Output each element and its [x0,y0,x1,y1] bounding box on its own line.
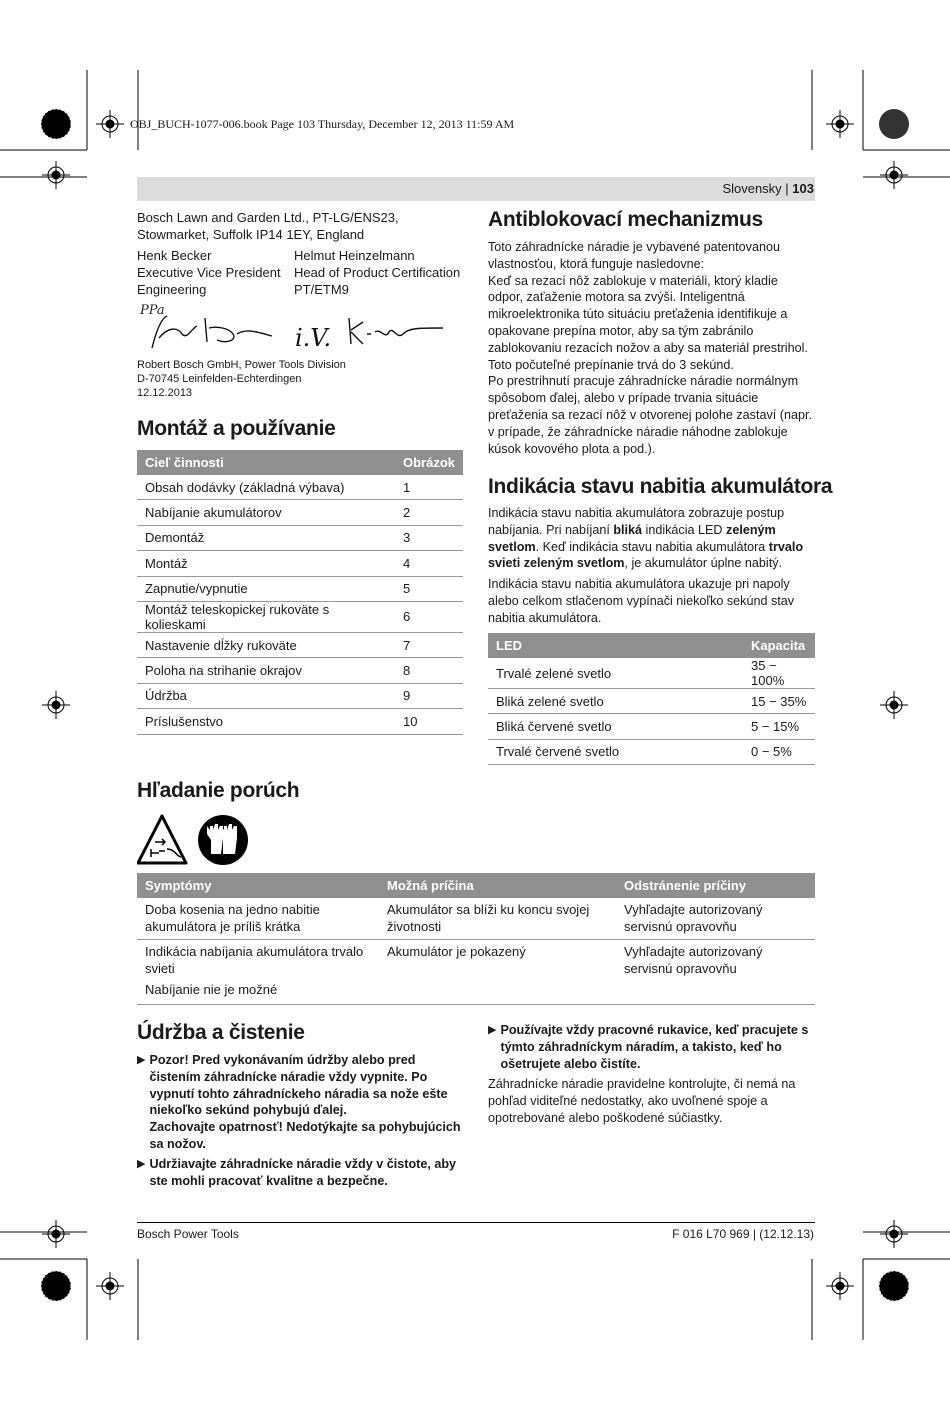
udrzba-title: Údržba a čistenie [137,1021,305,1044]
col-cause: Možná príčina [379,873,616,898]
montaz-col-figure: Obrázok [395,450,463,475]
led-col-led: LED [488,633,743,658]
montaz-col-goal: Cieľ činnosti [137,450,395,475]
gloves-icon [198,815,248,865]
table-row: Indikácia nabíjania akumulátora trvalo svieti Nabíjanie nie je možné Akumulátor je pokazený Vyhľadajte autorizovaný servisnú opravovňu [137,940,815,1005]
page-header: Slovensky | 103 [722,181,814,196]
antiblock-title: Antiblokovací mechanizmus [488,208,763,231]
table-row: Doba kosenia na jedno nabitie akumulátora je príliš krátka Akumulátor sa blíži ku koncu svojej životnosti Vyhľadajte autorizovaný servisnú opravovňu [137,898,815,940]
table-row: Zapnutie/vypnutie 5 [137,576,463,601]
table-row: Nastavenie dĺžky rukoväte 7 [137,632,463,657]
page-header-bar [137,177,815,201]
footer-right: F 016 L70 969 | (12.12.13) [672,1227,814,1241]
antiblock-text: Toto záhradnícke náradie je vybavené patentovanou vlastnosťou, ktorá funguje nasledovne: Keď sa rezací nôž zablokuje v materiáli, ktorý kladie odpor, zaťaženie motora sa zvýši. Inteligentná mikroelektronika túto situáciu preťaženia identifikuje a opakovane prepína motor, aby sa tým zabránilo zablokovaniu rezacích nožov a aby sa materiál prestrihol. Toto počuteľné prepínanie trvá do 3 sekúnd. Po prestrihnutí pracuje záhradnícke náradie normálnym spôsobom ďalej, alebo v prípade trvania situácie preťaženia sa rezací nôž v otvorenej polohe zastaví (napr. v prípade, že záhradnícke náradie náhodne zablokuje kúsok kovového plota a pod.). [488,240,812,456]
table-row: Montáž 4 [137,551,463,576]
safety-icons [137,813,252,867]
table-row: Demontáž 3 [137,525,463,550]
declaration-company: Bosch Lawn and Garden Ltd., PT-LG/ENS23, Stowmarket, Suffolk IP14 1EY, England [137,210,399,242]
declaration-address: Robert Bosch GmbH, Power Tools Division D-70745 Leinfelden-Echterdingen 12.12.2013 [137,359,346,399]
montaz-table [137,450,463,735]
led-col-capacity: Kapacita [743,633,815,658]
montaz-title: Montáž a používanie [137,417,336,440]
col-remedy: Odstránenie príčiny [616,873,815,898]
col-symptoms: Symptómy [137,873,379,898]
table-row: Poloha na strihanie okrajov 8 [137,658,463,683]
table-row: Obsah dodávky (základná výbava) 1 [137,475,463,500]
svg-text:PPa: PPa [140,303,165,318]
led-table [488,633,815,765]
table-row: Trvalé zelené svetlo 35 − 100% [488,658,815,689]
svg-text:i.V.: i.V. [295,324,332,352]
maintenance-right: ▶ Používajte vždy pracovné rukavice, keď pracujete s týmto záhradníckym náradím, a takisto, keď ho ošetrujete alebo čistíte. Záhradnícke náradie pravidelne kontrolujte, či nemá na pohľad viditeľné nedostatky, ako uvoľnené spoje a opotrebované alebo poškodené súčiastky. [488,1022,815,1127]
list-item: ▶ Udržiavajte záhradnícke náradie vždy v čistote, aby ste mohli pracovať kvalitne a bezpečne. [137,1156,457,1188]
maintenance-bullets-left [137,1052,463,1189]
signatures [137,298,447,354]
table-row: Údržba 9 [137,683,463,708]
print-header: OBJ_BUCH-1077-006.book Page 103 Thursday, December 12, 2013 11:59 AM [130,117,515,131]
poruchy-table [137,873,815,1005]
table-row: Montáž teleskopickej rukoväte s kolieskami 6 [137,601,463,632]
list-item: ▶ Používajte vždy pracovné rukavice, keď pracujete s týmto záhradníckym náradím, a takisto, keď ho ošetrujete alebo čistíte. [488,1023,809,1071]
table-row: Príslušenstvo 10 [137,709,463,734]
header-language: Slovensky [722,181,782,196]
signer-1: Henk Becker Executive Vice President Engineering [137,248,281,297]
poruchy-title: Hľadanie porúch [137,779,300,802]
indikacia-title: Indikácia stavu nabitia akumulátora [488,475,833,498]
table-row: Bliká zelené svetlo 15 − 35% [488,689,815,714]
indikacia-text: Indikácia stavu nabitia akumulátora zobrazuje postup nabíjania. Pri nabíjaní bliká indikácia LED zeleným svetlom. Keď indikácia stavu nabitia akumulátora trvalo svieti zeleným svetlom, je akumulátor úplne nabitý. Indikácia stavu nabitia akumulátora ukazuje pri napoly alebo celkom stlačenom vypínači niekoľko sekúnd stav nabitia akumulátora. [488,506,804,625]
table-row: Bliká červené svetlo 5 − 15% [488,714,815,739]
header-page-number: 103 [792,181,814,196]
footer-left: Bosch Power Tools [137,1227,239,1241]
list-item: ▶ Pozor! Pred vykonávaním údržby alebo pred čistením záhradnícke náradie vždy vypnite. Po vypnutí tohto záhradníckeho náradia sa nože ešte niekoľko sekúnd pohybujú ďalej. Zachovajte opatrnosť! Nedotýkajte sa pohybujúcich sa nožov. [137,1053,461,1151]
table-row: Trvalé červené svetlo 0 − 5% [488,739,815,764]
table-row: Nabíjanie akumulátorov 2 [137,500,463,525]
signer-2: Helmut Heinzelmann Head of Product Certification PT/ETM9 [294,248,461,297]
footer-rule [137,1222,815,1223]
disconnect-plug-warning-icon [138,816,186,863]
